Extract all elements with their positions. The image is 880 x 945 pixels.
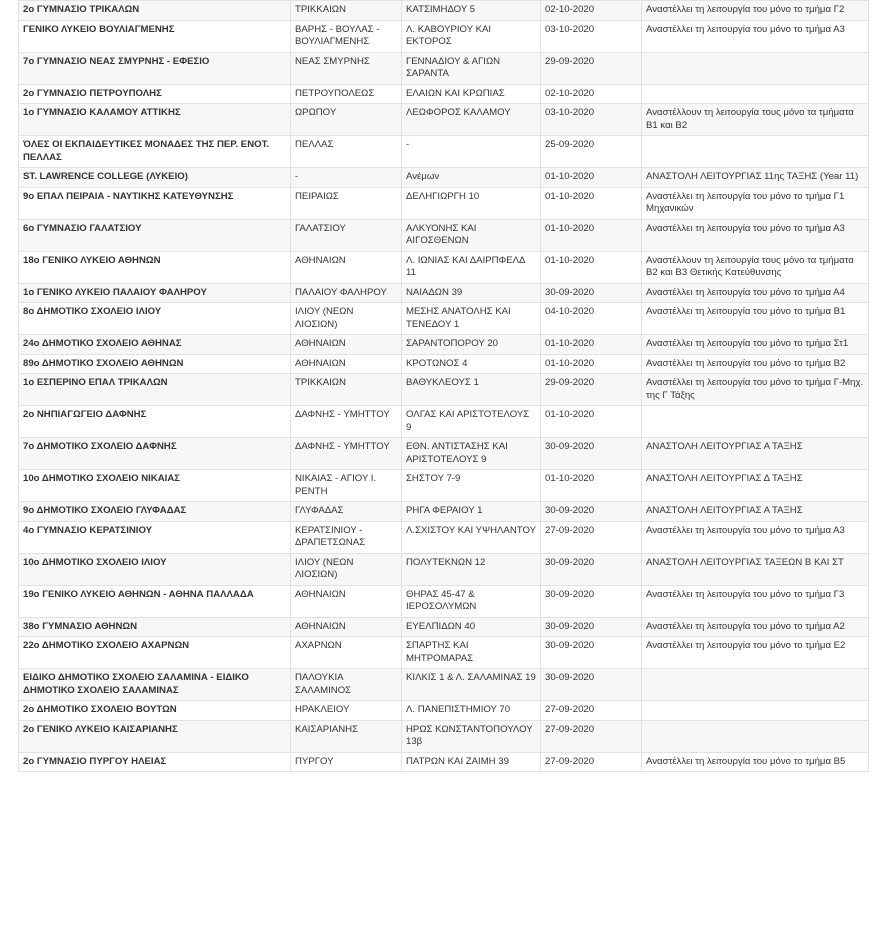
note-cell: ΑΝΑΣΤΟΛΗ ΛΕΙΤΟΥΡΓΙΑΣ ΤΑΞΕΩΝ Β ΚΑΙ ΣΤ (642, 553, 869, 585)
note-cell: ΑΝΑΣΤΟΛΗ ΛΕΙΤΟΥΡΓΙΑΣ Α ΤΑΞΗΣ (642, 502, 869, 522)
school-name-cell: 9ο ΕΠΑΛ ΠΕΙΡΑΙΑ - ΝΑΥΤΙΚΗΣ ΚΑΤΕΥΘΥΝΣΗΣ (19, 187, 291, 219)
table-row (19, 20, 869, 52)
municipality-cell: ΤΡΙΚΚΑΙΩΝ (291, 1, 402, 21)
municipality-cell: ΒΑΡΗΣ - ΒΟΥΛΑΣ - ΒΟΥΛΙΑΓΜΕΝΗΣ (291, 20, 402, 52)
school-name-cell: 2ο ΔΗΜΟΤΙΚΟ ΣΧΟΛΕΙΟ ΒΟΥΤΩΝ (19, 701, 291, 721)
suspension-date-cell: 30-09-2020 (541, 438, 642, 470)
note-cell: Αναστέλλει τη λειτουργία του μόνο το τμήμα Α3 (642, 20, 869, 52)
note-cell: Αναστέλλει τη λειτουργία του μόνο το τμήμα Γ-Μηχ. της Γ Τάξης (642, 374, 869, 406)
school-name-cell: ΕΙΔΙΚΟ ΔΗΜΟΤΙΚΟ ΣΧΟΛΕΙΟ ΣΑΛΑΜΙΝΑ - ΕΙΔΙΚΟ ΔΗΜΟΤΙΚΟ ΣΧΟΛΕΙΟ ΣΑΛΑΜΙΝΑΣ (19, 669, 291, 701)
address-cell: ΚΑΤΣΙΜΗΔΟΥ 5 (402, 1, 541, 21)
table-row (19, 84, 869, 104)
school-name-cell: ΌΛΕΣ ΟΙ ΕΚΠΑΙΔΕΥΤΙΚΕΣ ΜΟΝΑΔΕΣ ΤΗΣ ΠΕΡ. ΕΝΟΤ. ΠΕΛΛΑΣ (19, 136, 291, 168)
suspension-date-cell: 01-10-2020 (541, 219, 642, 251)
suspension-date-cell: 27-09-2020 (541, 521, 642, 553)
municipality-cell: ΠΕΙΡΑΙΩΣ (291, 187, 402, 219)
address-cell: Λ. ΙΩΝΙΑΣ ΚΑΙ ΔΑΙΡΠΦΕΛΔ 11 (402, 251, 541, 283)
table-row (19, 374, 869, 406)
suspension-date-cell: 25-09-2020 (541, 136, 642, 168)
suspension-date-cell: 30-09-2020 (541, 283, 642, 303)
school-name-cell: ΓΕΝΙΚΟ ΛΥΚΕΙΟ ΒΟΥΛΙΑΓΜΕΝΗΣ (19, 20, 291, 52)
table-row (19, 219, 869, 251)
suspension-date-cell: 30-09-2020 (541, 617, 642, 637)
table-body (19, 1, 869, 772)
note-cell (642, 136, 869, 168)
suspension-date-cell: 30-09-2020 (541, 669, 642, 701)
municipality-cell: ΔΑΦΝΗΣ - ΥΜΗΤΤΟΥ (291, 406, 402, 438)
municipality-cell: ΚΑΙΣΑΡΙΑΝΗΣ (291, 720, 402, 752)
municipality-cell: ΠΥΡΓΟΥ (291, 752, 402, 772)
school-name-cell: 22ο ΔΗΜΟΤΙΚΟ ΣΧΟΛΕΙΟ ΑΧΑΡΝΩΝ (19, 637, 291, 669)
address-cell: Λ. ΠΑΝΕΠΙΣΤΗΜΙΟΥ 70 (402, 701, 541, 721)
table-row (19, 720, 869, 752)
school-closures-table (18, 0, 869, 772)
note-cell (642, 406, 869, 438)
suspension-date-cell: 02-10-2020 (541, 1, 642, 21)
address-cell: ΚΙΛΚΙΣ 1 & Λ. ΣΑΛΑΜΙΝΑΣ 19 (402, 669, 541, 701)
table-row (19, 470, 869, 502)
school-name-cell: 6ο ΓΥΜΝΑΣΙΟ ΓΑΛΑΤΣΙΟΥ (19, 219, 291, 251)
suspension-date-cell: 30-09-2020 (541, 502, 642, 522)
school-name-cell: 2ο ΓΥΜΝΑΣΙΟ ΤΡΙΚΑΛΩΝ (19, 1, 291, 21)
municipality-cell: ΓΛΥΦΑΔΑΣ (291, 502, 402, 522)
municipality-cell: ΚΕΡΑΤΣΙΝΙΟΥ - ΔΡΑΠΕΤΣΩΝΑΣ (291, 521, 402, 553)
table-row (19, 521, 869, 553)
suspension-date-cell: 03-10-2020 (541, 20, 642, 52)
note-cell: ΑΝΑΣΤΟΛΗ ΛΕΙΤΟΥΡΓΙΑΣ Δ ΤΑΞΗΣ (642, 470, 869, 502)
address-cell: ΑΛΚΥΟΝΗΣ ΚΑΙ ΑΙΓΟΣΘΕΝΩΝ (402, 219, 541, 251)
table-row (19, 406, 869, 438)
address-cell: ΘΗΡΑΣ 45-47 & ΙΕΡΟΣΟΛΥΜΩΝ (402, 585, 541, 617)
note-cell: Αναστέλλει τη λειτουργία του μόνο το τμήμα Γ1 Μηχανικών (642, 187, 869, 219)
note-cell: Αναστέλλει τη λειτουργία του μόνο το τμήμα Γ3 (642, 585, 869, 617)
municipality-cell: ΠΕΛΛΑΣ (291, 136, 402, 168)
suspension-date-cell: 02-10-2020 (541, 84, 642, 104)
address-cell: ΣΗΣΤΟΥ 7-9 (402, 470, 541, 502)
table-row (19, 354, 869, 374)
suspension-date-cell: 30-09-2020 (541, 553, 642, 585)
municipality-cell: ΩΡΩΠΟΥ (291, 104, 402, 136)
school-name-cell: 8ο ΔΗΜΟΤΙΚΟ ΣΧΟΛΕΙΟ ΙΛΙΟΥ (19, 303, 291, 335)
municipality-cell: ΑΘΗΝΑΙΩΝ (291, 585, 402, 617)
municipality-cell: ΙΛΙΟΥ (ΝΕΩΝ ΛΙΟΣΙΩΝ) (291, 553, 402, 585)
school-name-cell: 2ο ΓΕΝΙΚΟ ΛΥΚΕΙΟ ΚΑΙΣΑΡΙΑΝΗΣ (19, 720, 291, 752)
note-cell (642, 701, 869, 721)
suspension-date-cell: 03-10-2020 (541, 104, 642, 136)
address-cell: ΣΑΡΑΝΤΟΠΟΡΟΥ 20 (402, 335, 541, 355)
address-cell: ΛΕΩΦΟΡΟΣ ΚΑΛΑΜΟΥ (402, 104, 541, 136)
school-name-cell: 24ο ΔΗΜΟΤΙΚΟ ΣΧΟΛΕΙΟ ΑΘΗΝΑΣ (19, 335, 291, 355)
municipality-cell: ΤΡΙΚΚΑΙΩΝ (291, 374, 402, 406)
note-cell (642, 52, 869, 84)
note-cell: ΑΝΑΣΤΟΛΗ ΛΕΙΤΟΥΡΓΙΑΣ 11ης ΤΑΞΗΣ (Year 11) (642, 168, 869, 188)
address-cell: Λ.ΣΧΙΣΤΟΥ ΚΑΙ ΥΨΗΛΑΝΤΟΥ (402, 521, 541, 553)
suspension-date-cell: 01-10-2020 (541, 354, 642, 374)
school-name-cell: 2ο ΝΗΠΙΑΓΩΓΕΙΟ ΔΑΦΝΗΣ (19, 406, 291, 438)
table-row (19, 1, 869, 21)
note-cell: Αναστέλλει τη λειτουργία του μόνο το τμήμα Α3 (642, 219, 869, 251)
note-cell: Αναστέλλει τη λειτουργία του μόνο το τμήμα Β5 (642, 752, 869, 772)
address-cell: ΣΠΑΡΤΗΣ ΚΑΙ ΜΗΤΡΟΜΑΡΑΣ (402, 637, 541, 669)
address-cell: Ανέμων (402, 168, 541, 188)
school-name-cell: 2ο ΓΥΜΝΑΣΙΟ ΠΥΡΓΟΥ ΗΛΕΙΑΣ (19, 752, 291, 772)
municipality-cell: ΗΡΑΚΛΕΙΟΥ (291, 701, 402, 721)
suspension-date-cell: 27-09-2020 (541, 752, 642, 772)
suspension-date-cell: 01-10-2020 (541, 406, 642, 438)
municipality-cell: ΑΘΗΝΑΙΩΝ (291, 335, 402, 355)
table-row (19, 283, 869, 303)
suspension-date-cell: 01-10-2020 (541, 335, 642, 355)
table-row (19, 553, 869, 585)
school-name-cell: 10ο ΔΗΜΟΤΙΚΟ ΣΧΟΛΕΙΟ ΝΙΚΑΙΑΣ (19, 470, 291, 502)
municipality-cell: ΑΘΗΝΑΙΩΝ (291, 251, 402, 283)
address-cell: ΕΘΝ. ΑΝΤΙΣΤΑΣΗΣ ΚΑΙ ΑΡΙΣΤΟΤΕΛΟΥΣ 9 (402, 438, 541, 470)
suspension-date-cell: 01-10-2020 (541, 251, 642, 283)
municipality-cell: ΝΕΑΣ ΣΜΥΡΝΗΣ (291, 52, 402, 84)
suspension-date-cell: 01-10-2020 (541, 187, 642, 219)
address-cell: ΡΗΓΑ ΦΕΡΑΙΟΥ 1 (402, 502, 541, 522)
school-name-cell: 1ο ΕΣΠΕΡΙΝΟ ΕΠΑΛ ΤΡΙΚΑΛΩΝ (19, 374, 291, 406)
address-cell: ΔΕΛΗΓΙΩΡΓΗ 10 (402, 187, 541, 219)
suspension-date-cell: 01-10-2020 (541, 168, 642, 188)
municipality-cell: ΑΘΗΝΑΙΩΝ (291, 354, 402, 374)
address-cell: ΠΟΛΥΤΕΚΝΩΝ 12 (402, 553, 541, 585)
table-row (19, 187, 869, 219)
table-row (19, 585, 869, 617)
table-row (19, 251, 869, 283)
table-row (19, 617, 869, 637)
note-cell: ΑΝΑΣΤΟΛΗ ΛΕΙΤΟΥΡΓΙΑΣ Α ΤΑΞΗΣ (642, 438, 869, 470)
municipality-cell: ΑΘΗΝΑΙΩΝ (291, 617, 402, 637)
school-name-cell: 7ο ΔΗΜΟΤΙΚΟ ΣΧΟΛΕΙΟ ΔΑΦΝΗΣ (19, 438, 291, 470)
suspension-date-cell: 30-09-2020 (541, 585, 642, 617)
school-name-cell: 89ο ΔΗΜΟΤΙΚΟ ΣΧΟΛΕΙΟ ΑΘΗΝΩΝ (19, 354, 291, 374)
address-cell: ΗΡΩΣ ΚΩΝΣΤΑΝΤΟΠΟΥΛΟΥ 13β (402, 720, 541, 752)
address-cell: ΚΡΟΤΩΝΟΣ 4 (402, 354, 541, 374)
table-row (19, 136, 869, 168)
note-cell: Αναστέλλει τη λειτουργία του μόνο το τμήμα Α2 (642, 617, 869, 637)
address-cell: - (402, 136, 541, 168)
note-cell: Αναστέλλουν τη λειτουργία τους μόνο τα τμήματα Β1 και Β2 (642, 104, 869, 136)
address-cell: ΟΛΓΑΣ ΚΑΙ ΑΡΙΣΤΟΤΕΛΟΥΣ 9 (402, 406, 541, 438)
school-name-cell: 2ο ΓΥΜΝΑΣΙΟ ΠΕΤΡΟΥΠΟΛΗΣ (19, 84, 291, 104)
school-name-cell: 18ο ΓΕΝΙΚΟ ΛΥΚΕΙΟ ΑΘΗΝΩΝ (19, 251, 291, 283)
municipality-cell: ΠΑΛΟΥΚΙΑ ΣΑΛΑΜΙΝΟΣ (291, 669, 402, 701)
suspension-date-cell: 27-09-2020 (541, 720, 642, 752)
note-cell: Αναστέλλει τη λειτουργία του μόνο το τμήμα Γ2 (642, 1, 869, 21)
municipality-cell: ΠΕΤΡΟΥΠΟΛΕΩΣ (291, 84, 402, 104)
suspension-date-cell: 29-09-2020 (541, 52, 642, 84)
table-row (19, 303, 869, 335)
municipality-cell: ΙΛΙΟΥ (ΝΕΩΝ ΛΙΟΣΙΩΝ) (291, 303, 402, 335)
table-row (19, 701, 869, 721)
table-row (19, 502, 869, 522)
school-name-cell: 1ο ΓΕΝΙΚΟ ΛΥΚΕΙΟ ΠΑΛΑΙΟΥ ΦΑΛΗΡΟΥ (19, 283, 291, 303)
note-cell: Αναστέλλει τη λειτουργία του μόνο το τμήμα Α3 (642, 521, 869, 553)
address-cell: ΒΑΘΥΚΛΕΟΥΣ 1 (402, 374, 541, 406)
address-cell: ΝΑΙΑΔΩΝ 39 (402, 283, 541, 303)
address-cell: ΕΥΕΛΠΙΔΩΝ 40 (402, 617, 541, 637)
note-cell (642, 84, 869, 104)
suspension-date-cell: 04-10-2020 (541, 303, 642, 335)
municipality-cell: ΝΙΚΑΙΑΣ - ΑΓΙΟΥ Ι. ΡΕΝΤΗ (291, 470, 402, 502)
closures-table-container (18, 0, 868, 772)
address-cell: ΕΛΑΙΩΝ ΚΑΙ ΚΡΩΠΙΑΣ (402, 84, 541, 104)
note-cell (642, 720, 869, 752)
note-cell (642, 669, 869, 701)
note-cell: Αναστέλλει τη λειτουργία του μόνο το τμήμα Στ1 (642, 335, 869, 355)
note-cell: Αναστέλλει τη λειτουργία του μόνο το τμήμα Β2 (642, 354, 869, 374)
school-name-cell: 9ο ΔΗΜΟΤΙΚΟ ΣΧΟΛΕΙΟ ΓΛΥΦΑΔΑΣ (19, 502, 291, 522)
suspension-date-cell: 01-10-2020 (541, 470, 642, 502)
table-row (19, 168, 869, 188)
school-name-cell: ST. LAWRENCE COLLEGE (ΛΥΚΕΙΟ) (19, 168, 291, 188)
municipality-cell: ΔΑΦΝΗΣ - ΥΜΗΤΤΟΥ (291, 438, 402, 470)
table-row (19, 438, 869, 470)
municipality-cell: ΠΑΛΑΙΟΥ ΦΑΛΗΡΟΥ (291, 283, 402, 303)
school-name-cell: 38ο ΓΥΜΝΑΣΙΟ ΑΘΗΝΩΝ (19, 617, 291, 637)
table-row (19, 752, 869, 772)
suspension-date-cell: 30-09-2020 (541, 637, 642, 669)
note-cell: Αναστέλλει τη λειτουργία του μόνο το τμήμα Α4 (642, 283, 869, 303)
table-row (19, 104, 869, 136)
municipality-cell: - (291, 168, 402, 188)
school-name-cell: 1ο ΓΥΜΝΑΣΙΟ ΚΑΛΑΜΟΥ ΑΤΤΙΚΗΣ (19, 104, 291, 136)
municipality-cell: ΑΧΑΡΝΩΝ (291, 637, 402, 669)
school-name-cell: 4ο ΓΥΜΝΑΣΙΟ ΚΕΡΑΤΣΙΝΙΟΥ (19, 521, 291, 553)
address-cell: ΠΑΤΡΩΝ ΚΑΙ ΖΑΙΜΗ 39 (402, 752, 541, 772)
note-cell: Αναστέλλουν τη λειτουργία τους μόνο τα τμήματα Β2 και Β3 Θετικής Κατεύθυνσης (642, 251, 869, 283)
note-cell: Αναστέλλει τη λειτουργία του μόνο το τμήμα Β1 (642, 303, 869, 335)
table-row (19, 335, 869, 355)
address-cell: Λ. ΚΑΒΟΥΡΙΟΥ ΚΑΙ ΕΚΤΟΡΟΣ (402, 20, 541, 52)
school-name-cell: 10ο ΔΗΜΟΤΙΚΟ ΣΧΟΛΕΙΟ ΙΛΙΟΥ (19, 553, 291, 585)
school-name-cell: 19ο ΓΕΝΙΚΟ ΛΥΚΕΙΟ ΑΘΗΝΩΝ - ΑΘΗΝΑ ΠΑΛΛΑΔΑ (19, 585, 291, 617)
table-row (19, 52, 869, 84)
municipality-cell: ΓΑΛΑΤΣΙΟΥ (291, 219, 402, 251)
table-row (19, 637, 869, 669)
suspension-date-cell: 29-09-2020 (541, 374, 642, 406)
address-cell: ΜΕΣΗΣ ΑΝΑΤΟΛΗΣ ΚΑΙ ΤΕΝΕΔΟΥ 1 (402, 303, 541, 335)
address-cell: ΓΕΝΝΑΔΙΟΥ & ΑΓΙΩΝ ΣΑΡΑΝΤΑ (402, 52, 541, 84)
school-name-cell: 7ο ΓΥΜΝΑΣΙΟ ΝΕΑΣ ΣΜΥΡΝΗΣ - ΕΦΕΣΙΟ (19, 52, 291, 84)
table-row (19, 669, 869, 701)
suspension-date-cell: 27-09-2020 (541, 701, 642, 721)
note-cell: Αναστέλλει τη λειτουργία του μόνο το τμήμα Ε2 (642, 637, 869, 669)
